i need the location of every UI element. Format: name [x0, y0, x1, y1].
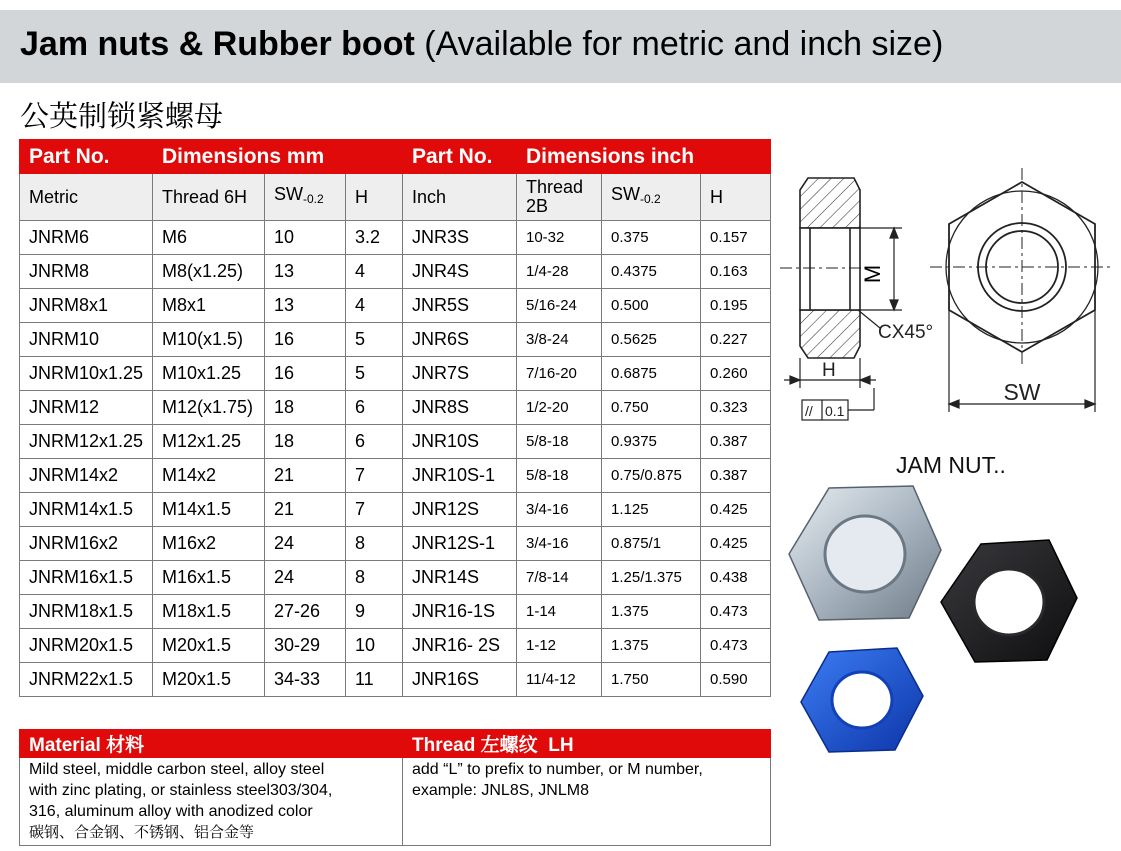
cell-thread-in: 5/8-18: [517, 459, 602, 493]
cell-h-in: 0.195: [701, 289, 771, 323]
label-tolerance-symbol: //: [805, 403, 813, 419]
cell-sw-in: 0.375: [602, 221, 701, 255]
cell-thread-in: 1/4-28: [517, 255, 602, 289]
cell-sw-in: 1.25/1.375: [602, 561, 701, 595]
cell-h: 10: [346, 629, 403, 663]
col-header-thread-6h: Thread 6H: [153, 174, 265, 221]
cell-h-in: 0.157: [701, 221, 771, 255]
cell-h: 3.2: [346, 221, 403, 255]
table-row: [20, 323, 771, 357]
cell-sw: 16: [265, 357, 346, 391]
cell-thread-in: 3/4-16: [517, 493, 602, 527]
cell-thread: M14x2: [153, 459, 265, 493]
label-sw: SW: [1003, 379, 1041, 405]
cell-metric: JNRM14x2: [20, 459, 153, 493]
cell-inch: JNR8S: [403, 391, 517, 425]
cell-metric: JNRM16x2: [20, 527, 153, 561]
thread-line: add “L” to prefix to number, or M number,: [412, 761, 703, 778]
cell-thread-in: 5/16-24: [517, 289, 602, 323]
table-row: [20, 391, 771, 425]
nut-photos: [785, 482, 1121, 758]
cell-inch: JNR12S: [403, 493, 517, 527]
cell-h: 9: [346, 595, 403, 629]
front-view: [930, 168, 1114, 366]
page-title: [20, 25, 943, 64]
cell-sw-in: 0.4375: [602, 255, 701, 289]
col-header-metric: Metric: [20, 174, 153, 221]
cell-thread: M10(x1.5): [153, 323, 265, 357]
cell-sw-in: 1.750: [602, 663, 701, 697]
cell-thread: M6: [153, 221, 265, 255]
cell-sw: 21: [265, 493, 346, 527]
material-line: Mild steel, middle carbon steel, alloy steel: [29, 761, 325, 778]
label-h: H: [822, 360, 836, 381]
cell-h: 5: [346, 323, 403, 357]
thread-2b-line2: 2B: [526, 196, 549, 216]
table-row: [20, 357, 771, 391]
cell-inch: JNR16-1S: [403, 595, 517, 629]
label-m: M: [860, 264, 885, 284]
cell-metric: JNRM14x1.5: [20, 493, 153, 527]
cell-thread: M14x1.5: [153, 493, 265, 527]
jam-nut-drawing: [770, 150, 1121, 450]
cell-inch: JNR16S: [403, 663, 517, 697]
spec-table-body: [20, 221, 771, 697]
cell-h-in: 0.227: [701, 323, 771, 357]
cell-metric: JNRM8x1: [20, 289, 153, 323]
cell-thread-in: 1-14: [517, 595, 602, 629]
cell-h-in: 0.387: [701, 425, 771, 459]
cell-thread-in: 7/8-14: [517, 561, 602, 595]
cell-thread-in: 7/16-20: [517, 357, 602, 391]
col-header-sw-mm: [265, 174, 346, 221]
material-line: 316, aluminum alloy with anodized color: [29, 803, 313, 820]
page-title-bold: Jam nuts & Rubber boot: [20, 25, 415, 63]
cell-sw-in: 0.75/0.875: [602, 459, 701, 493]
cell-sw-in: 0.875/1: [602, 527, 701, 561]
cell-metric: JNRM6: [20, 221, 153, 255]
cell-inch: JNR10S: [403, 425, 517, 459]
cell-h-in: 0.590: [701, 663, 771, 697]
material-header-cn: 材料: [106, 735, 145, 756]
group-header-part-no-metric: Part No.: [20, 140, 153, 174]
cell-thread-in: 5/8-18: [517, 425, 602, 459]
page-title-rest: (Available for metric and inch size): [414, 25, 944, 63]
cell-sw-in: 0.9375: [602, 425, 701, 459]
chamfer-leader: [858, 310, 880, 328]
cell-sw: 24: [265, 561, 346, 595]
table-row: [20, 255, 771, 289]
material-line-cn: 碳钢、合金钢、不锈钢、铝合金等: [29, 823, 255, 841]
cell-h: 7: [346, 459, 403, 493]
cell-sw: 13: [265, 289, 346, 323]
cell-sw-in: 0.500: [602, 289, 701, 323]
column-header-row: [20, 174, 771, 221]
cell-thread: M16x2: [153, 527, 265, 561]
table-row: [20, 221, 771, 255]
cell-metric: JNRM18x1.5: [20, 595, 153, 629]
black-nut-photo: [941, 540, 1077, 662]
material-header-en: Material: [29, 735, 101, 756]
cell-metric: JNRM12x1.25: [20, 425, 153, 459]
cell-thread: M8x1: [153, 289, 265, 323]
material-header: [20, 730, 403, 758]
sw-mm-tolerance: -0.2: [303, 192, 324, 206]
cell-thread: M16x1.5: [153, 561, 265, 595]
thread-2b-line1: Thread: [526, 177, 584, 197]
material-body-row: [20, 758, 771, 846]
cell-h: 11: [346, 663, 403, 697]
cell-h-in: 0.260: [701, 357, 771, 391]
cell-sw: 27-26: [265, 595, 346, 629]
cell-metric: JNRM12: [20, 391, 153, 425]
cell-h: 6: [346, 391, 403, 425]
cell-inch: JNR10S-1: [403, 459, 517, 493]
cell-sw-in: 0.750: [602, 391, 701, 425]
sw-inch-label: SW: [611, 184, 640, 204]
cell-sw: 24: [265, 527, 346, 561]
table-row: [20, 493, 771, 527]
cell-sw: 34-33: [265, 663, 346, 697]
cell-h-in: 0.425: [701, 493, 771, 527]
table-row: [20, 663, 771, 697]
cell-h-in: 0.163: [701, 255, 771, 289]
cell-inch: JNR16- 2S: [403, 629, 517, 663]
cell-h: 8: [346, 561, 403, 595]
cell-h: 8: [346, 527, 403, 561]
thread-header-cn: 左螺纹: [480, 735, 538, 756]
group-header-dimensions-mm: Dimensions mm: [153, 140, 403, 174]
chinese-subtitle: 公英制锁紧螺母: [20, 99, 224, 133]
sw-mm-label: SW: [274, 184, 303, 204]
cell-inch: JNR6S: [403, 323, 517, 357]
cell-sw: 16: [265, 323, 346, 357]
material-header-row: [20, 730, 771, 758]
col-header-h-mm: H: [346, 174, 403, 221]
material-description: [20, 758, 403, 846]
cell-thread-in: 1/2-20: [517, 391, 602, 425]
cell-metric: JNRM8: [20, 255, 153, 289]
cell-inch: JNR4S: [403, 255, 517, 289]
cell-thread: M10x1.25: [153, 357, 265, 391]
spec-table: [19, 139, 771, 697]
sw-inch-tolerance: -0.2: [640, 192, 661, 206]
cell-h: 4: [346, 255, 403, 289]
cell-inch: JNR5S: [403, 289, 517, 323]
table-row: [20, 527, 771, 561]
cell-h-in: 0.323: [701, 391, 771, 425]
photo-caption: JAM NUT..: [896, 452, 1006, 478]
cell-sw: 13: [265, 255, 346, 289]
cell-h: 4: [346, 289, 403, 323]
thread-header: [403, 730, 771, 758]
table-row: [20, 629, 771, 663]
cell-thread: M12x1.25: [153, 425, 265, 459]
blue-nut-photo: [801, 648, 923, 752]
cell-thread-in: 10-32: [517, 221, 602, 255]
cell-sw-in: 1.375: [602, 629, 701, 663]
cell-h: 7: [346, 493, 403, 527]
cell-h-in: 0.473: [701, 629, 771, 663]
cell-h-in: 0.438: [701, 561, 771, 595]
cell-metric: JNRM22x1.5: [20, 663, 153, 697]
cell-sw: 21: [265, 459, 346, 493]
cell-thread-in: 3/8-24: [517, 323, 602, 357]
cell-sw: 18: [265, 391, 346, 425]
cell-thread: M20x1.5: [153, 663, 265, 697]
col-header-sw-inch: [602, 174, 701, 221]
cell-thread-in: 1-12: [517, 629, 602, 663]
cell-metric: JNRM20x1.5: [20, 629, 153, 663]
cell-metric: JNRM10x1.25: [20, 357, 153, 391]
cell-h: 6: [346, 425, 403, 459]
col-header-inch: Inch: [403, 174, 517, 221]
cell-thread: M12(x1.75): [153, 391, 265, 425]
cell-inch: JNR12S-1: [403, 527, 517, 561]
cell-sw: 18: [265, 425, 346, 459]
title-banner: [0, 10, 1121, 83]
cell-inch: JNR7S: [403, 357, 517, 391]
cell-thread-in: 3/4-16: [517, 527, 602, 561]
group-header-dimensions-inch: Dimensions inch: [517, 140, 771, 174]
cell-sw-in: 1.125: [602, 493, 701, 527]
table-row: [20, 595, 771, 629]
cell-sw: 10: [265, 221, 346, 255]
cell-h-in: 0.387: [701, 459, 771, 493]
label-tolerance-value: 0.1: [825, 403, 845, 419]
cell-thread: M8(x1.25): [153, 255, 265, 289]
col-header-h-inch: H: [701, 174, 771, 221]
material-line: with zinc plating, or stainless steel303/304,: [29, 782, 333, 799]
cell-inch: JNR3S: [403, 221, 517, 255]
table-row: [20, 561, 771, 595]
thread-description: [403, 758, 771, 846]
silver-nut-photo: [789, 486, 941, 620]
thread-header-en: Thread: [412, 735, 476, 756]
material-table: [19, 729, 771, 846]
cell-thread: M20x1.5: [153, 629, 265, 663]
cell-sw-in: 0.6875: [602, 357, 701, 391]
label-chamfer: CX45°: [878, 322, 934, 343]
cell-thread: M18x1.5: [153, 595, 265, 629]
thread-line: example: JNL8S, JNLM8: [412, 782, 589, 799]
table-row: [20, 289, 771, 323]
cell-h-in: 0.425: [701, 527, 771, 561]
cell-h: 5: [346, 357, 403, 391]
cell-h-in: 0.473: [701, 595, 771, 629]
cell-sw: 30-29: [265, 629, 346, 663]
table-row: [20, 425, 771, 459]
cell-sw-in: 0.5625: [602, 323, 701, 357]
table-row: [20, 459, 771, 493]
group-header-part-no-inch: Part No.: [403, 140, 517, 174]
cell-metric: JNRM10: [20, 323, 153, 357]
col-header-thread-2b: [517, 174, 602, 221]
group-header-row: [20, 140, 771, 174]
cell-thread-in: 11/4-12: [517, 663, 602, 697]
cell-inch: JNR14S: [403, 561, 517, 595]
cell-sw-in: 1.375: [602, 595, 701, 629]
thread-header-suffix: LH: [548, 735, 574, 756]
cell-metric: JNRM16x1.5: [20, 561, 153, 595]
